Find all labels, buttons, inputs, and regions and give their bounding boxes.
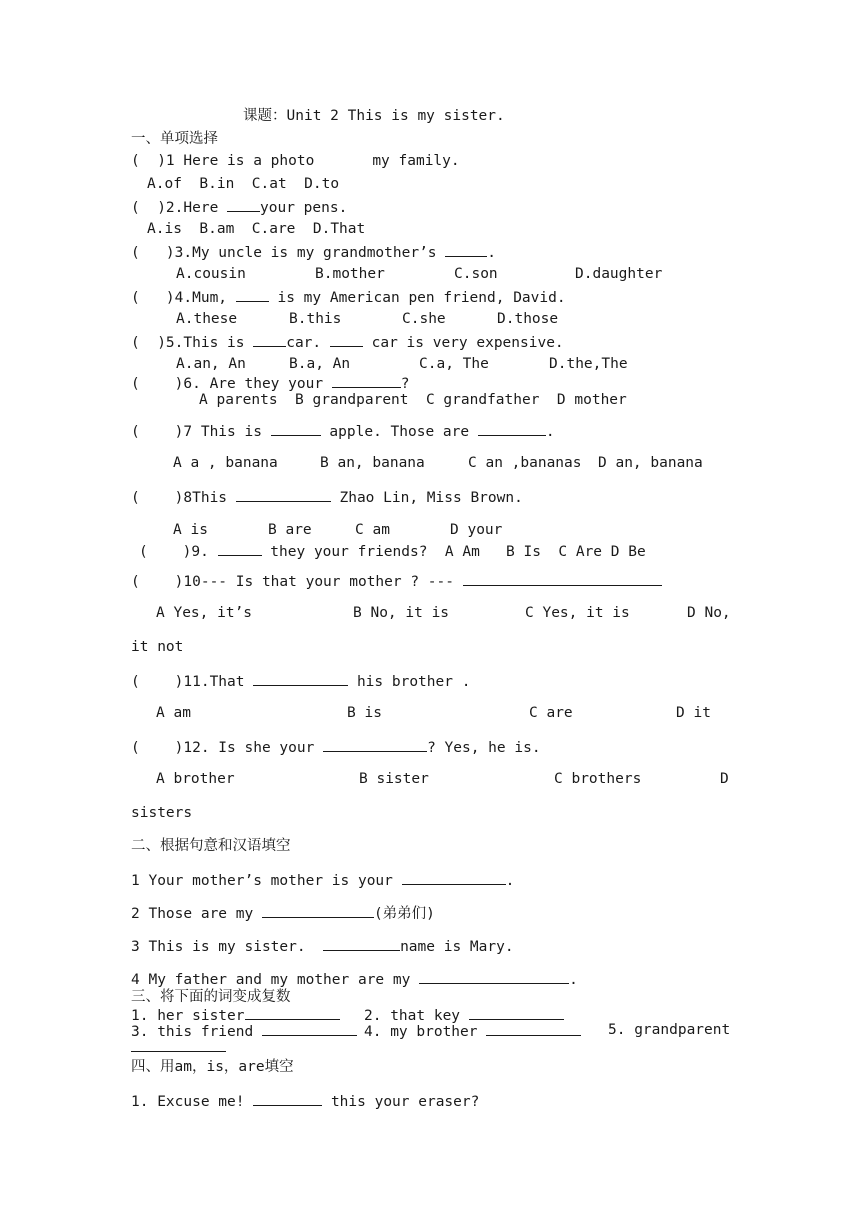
question-7-blank-2	[478, 421, 546, 436]
question-6-stem: ( )6. Are they your	[131, 376, 332, 392]
question-9-stem: ( )9.	[139, 544, 218, 560]
question-8	[131, 487, 523, 507]
question-7-tail: .	[545, 424, 555, 440]
plural-item-2-text: 2. that key	[364, 1008, 469, 1024]
fill-item-3	[131, 936, 514, 956]
section-heading-3: 三、将下面的词变成复数	[131, 989, 291, 1005]
question-12	[131, 737, 541, 757]
question-12-tail: ? Yes, he is.	[427, 740, 541, 756]
question-9-blank	[218, 541, 262, 556]
fill-item-1	[131, 870, 514, 890]
question-7-stem: ( )7 This is	[131, 424, 271, 440]
fill-item-2-hint: (弟弟们)	[373, 906, 435, 922]
plural-item-4-text: 4. my brother	[364, 1024, 487, 1040]
fill-item-3-tail: name is Mary.	[400, 939, 514, 955]
fill-item-1-blank	[402, 870, 506, 885]
question-12-stem: ( )12. Is she your	[131, 740, 324, 756]
question-1	[131, 152, 460, 170]
question-5-stem: ( )5.This is	[131, 335, 254, 351]
question-4-blank	[236, 287, 269, 302]
question-2-tail: your pens.	[260, 200, 348, 216]
question-6-tail: ?	[400, 376, 410, 392]
question-11-option-b: B is	[347, 705, 382, 721]
question-12-blank	[323, 737, 427, 752]
question-1-options: A.of B.in C.at D.to	[147, 176, 340, 192]
be-item-1	[131, 1091, 479, 1111]
question-11-option-d: D it	[676, 705, 711, 721]
question-11-option-a: A am	[156, 705, 191, 721]
question-4-tail: is my American pen friend, David.	[268, 290, 566, 306]
question-5-option-b: B.a, An	[289, 356, 351, 372]
plural-item-4-blank	[486, 1021, 581, 1036]
question-8-tail: Zhao Lin, Miss Brown.	[330, 490, 523, 506]
fill-item-2	[131, 903, 435, 923]
question-8-option-d: D your	[450, 522, 503, 538]
question-2	[131, 197, 347, 217]
section-heading-2: 二、根据句意和汉语填空	[131, 838, 291, 854]
section-heading-4: 四、用am，is，are填空	[131, 1059, 294, 1075]
question-3-stem: ( )3.My uncle is my grandmother’s	[131, 245, 446, 261]
question-11	[131, 671, 470, 691]
question-10-stem: ( )10--- Is that your mother ? ---	[131, 574, 463, 590]
fill-item-4-tail: .	[569, 972, 578, 988]
plural-item-2-blank	[469, 1005, 564, 1020]
question-9	[139, 541, 646, 561]
question-3-tail: .	[487, 245, 497, 261]
question-10-option-b: B No, it is	[353, 605, 450, 621]
question-7-option-a: A a , banana	[173, 455, 278, 471]
question-4	[131, 287, 566, 307]
question-5-option-c: C.a, The	[419, 356, 489, 372]
question-8-option-a: A is	[173, 522, 208, 538]
question-12-option-a: A brother	[156, 771, 235, 787]
question-7-option-d: D an, banana	[598, 455, 703, 471]
question-8-option-b: B are	[268, 522, 312, 538]
be-item-1-tail: this your eraser?	[322, 1094, 480, 1110]
question-7-mid: apple. Those are	[320, 424, 478, 440]
question-3	[131, 242, 496, 262]
fill-item-1-stem: 1 Your mother’s mother is your	[131, 873, 402, 889]
question-5-tail: car is very expensive.	[362, 335, 564, 351]
question-5-blank-2	[330, 332, 363, 347]
question-4-option-b: B.this	[289, 311, 342, 327]
question-10-option-d: D No,	[687, 605, 731, 621]
question-11-stem: ( )11.That	[131, 674, 254, 690]
question-8-option-c: C am	[355, 522, 390, 538]
question-2-stem: ( )2.Here	[131, 200, 228, 216]
question-6-options: A parents B grandparent C grandfather D mother	[199, 392, 627, 408]
be-item-1-stem: 1. Excuse me!	[131, 1094, 254, 1110]
plural-item-4	[364, 1021, 581, 1041]
question-8-stem: ( )8This	[131, 490, 236, 506]
question-12-option-c: C brothers	[554, 771, 642, 787]
question-4-stem: ( )4.Mum,	[131, 290, 236, 306]
question-5-option-d: D.the,The	[549, 356, 628, 372]
plural-item-1-blank	[245, 1005, 340, 1020]
fill-item-3-blank	[323, 936, 400, 951]
question-1-tail: my family.	[372, 153, 460, 169]
plural-item-5-blank-line	[131, 1037, 226, 1057]
question-12-option-d: D	[720, 771, 729, 787]
be-item-1-blank	[253, 1091, 322, 1106]
question-3-option-d: D.daughter	[575, 266, 663, 282]
plural-item-5: 5. grandparent	[608, 1022, 731, 1038]
question-9-tail: they your friends? A Am B Is C Are D Be	[261, 544, 646, 560]
section-heading-1: 一、单项选择	[131, 131, 218, 147]
question-5-blank-1	[253, 332, 286, 347]
question-5	[131, 332, 564, 352]
plural-item-1-text: 1. her sister	[131, 1008, 245, 1024]
fill-item-4-blank	[419, 969, 569, 984]
question-10-blank	[463, 571, 662, 586]
question-2-blank	[227, 197, 260, 212]
fill-item-4-stem: 4 My father and my mother are my	[131, 972, 420, 988]
question-8-blank	[236, 487, 331, 502]
question-11-option-c: C are	[529, 705, 573, 721]
question-3-blank	[445, 242, 487, 257]
question-5-option-a: A.an, An	[176, 356, 246, 372]
question-4-option-a: A.these	[176, 311, 238, 327]
question-10-option-c: C Yes, it is	[525, 605, 630, 621]
question-10-option-a: A Yes, it’s	[156, 605, 253, 621]
plural-item-5-blank	[131, 1037, 226, 1052]
question-10-option-d-wrap: it not	[131, 639, 184, 655]
question-2-options: A.is B.am C.are D.That	[147, 221, 366, 237]
plural-item-3-text: 3. this friend	[131, 1024, 262, 1040]
question-11-blank	[253, 671, 348, 686]
question-6-blank	[332, 373, 401, 388]
fill-item-4	[131, 969, 578, 989]
question-7-option-c: C an ,bananas	[468, 455, 582, 471]
question-3-option-c: C.son	[454, 266, 498, 282]
question-3-option-b: B.mother	[315, 266, 385, 282]
page-title: 课题：Unit 2 This is my sister.	[243, 108, 505, 124]
fill-item-2-stem: 2 Those are my	[131, 906, 262, 922]
question-7	[131, 421, 555, 441]
question-5-mid: car.	[286, 335, 330, 351]
question-3-option-a: A.cousin	[176, 266, 246, 282]
fill-item-3-stem: 3 This is my sister.	[131, 939, 324, 955]
fill-item-2-blank	[262, 903, 374, 918]
question-6	[131, 373, 410, 393]
question-11-tail: his brother .	[348, 674, 471, 690]
question-1-stem: ( )1 Here is a photo	[131, 153, 315, 169]
fill-item-1-tail: .	[505, 873, 515, 889]
question-7-option-b: B an, banana	[320, 455, 425, 471]
question-12-option-d-wrap: sisters	[131, 805, 193, 821]
question-10	[131, 571, 662, 591]
question-4-option-d: D.those	[497, 311, 559, 327]
question-12-option-b: B sister	[359, 771, 429, 787]
question-4-option-c: C.she	[402, 311, 446, 327]
question-7-blank-1	[271, 421, 321, 436]
plural-item-3-blank	[262, 1021, 357, 1036]
